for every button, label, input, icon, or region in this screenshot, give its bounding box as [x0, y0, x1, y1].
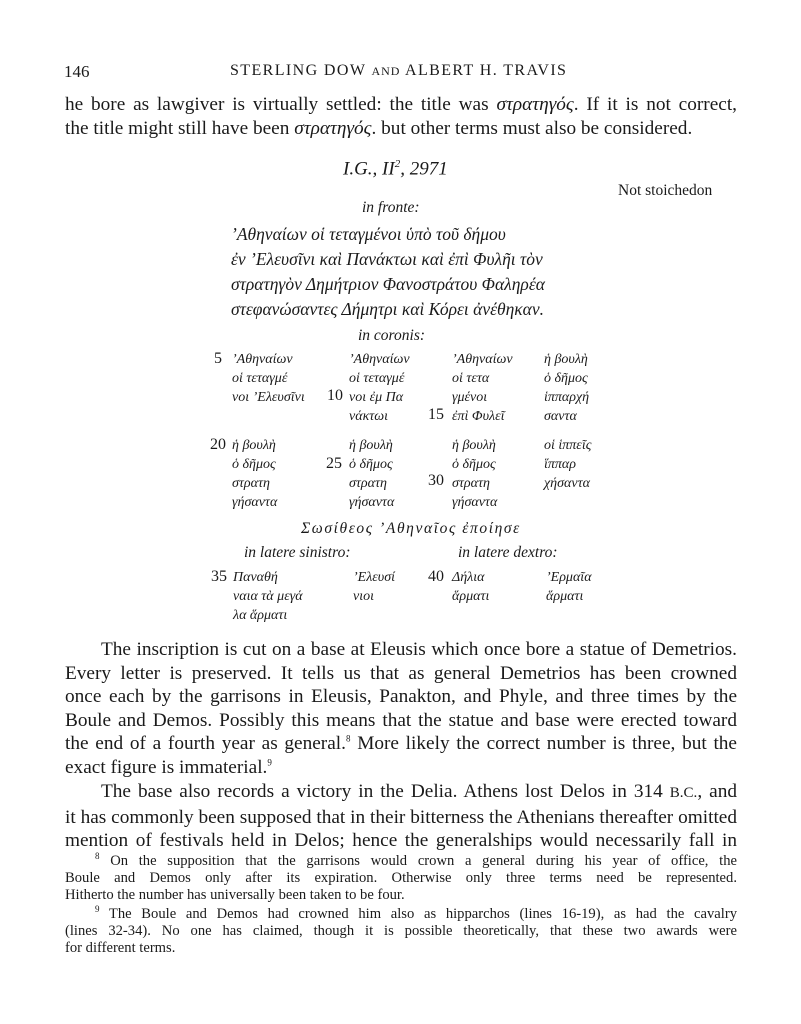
corona-text: ’Αθηναίων οἱ τεταγμέ νοι ’Ελευσῖνι [232, 352, 305, 405]
line-number: 30 [428, 472, 444, 489]
fronte-line: στεφανώσαντες Δήμητρι καὶ Κόρει ἀνέθηκαν. [231, 299, 544, 319]
line-number: 40 [428, 568, 444, 585]
in-fronte-label: in fronte: [362, 199, 420, 216]
in-latere-dextro-label: in latere dextro: [458, 544, 558, 561]
running-head [230, 62, 567, 80]
footnote-8: $^8$ On the supposition that the garrisons would crown a general during his year of office, the Boule and Demos only after its expiration. Otherwise only three terms need be represented. Hitherto the number has universally been taken to be four. [65, 851, 737, 904]
intro-line-1: he bore as lawgiver is virtually settled: the title was στρατηγός. If it is not correct, [65, 94, 737, 115]
corona-text: Παναθή ναια τὰ μεγά λα ἅρματι [233, 570, 303, 623]
corona-text: ἡ βουλὴ ὁ δῆμος στρατη γήσαντα [349, 438, 395, 510]
inscription-title: I.G., $II^2$, 2971 [343, 158, 448, 180]
line-number: 35 [211, 568, 227, 585]
intro-text [65, 93, 737, 140]
line-number: 15 [428, 406, 444, 423]
in-coronis-label: in coronis: [358, 327, 426, 344]
corona-text: Δήλια ἅρματι [452, 570, 490, 604]
page-number: 146 [64, 62, 90, 81]
author-2: ALBERT H. TRAVIS [405, 62, 568, 79]
corona-text: ἡ βουλὴ ὁ δῆμος στρατη γήσαντα [452, 438, 498, 510]
corona-text: ’Αθηναίων οἱ τετα γμένοι ἐπὶ Φυλεῖ [452, 352, 513, 424]
corona-text: ’Ερμαῖα ἅρματι [546, 570, 592, 604]
sculptor-signature: Σωσίθεος ’Αθηναῖος ἐποίησε [301, 520, 521, 537]
footnote-number: 9 [95, 904, 100, 915]
intro-line-2: the title might still have been στρατηγός. but other terms must also be considered. [65, 117, 693, 139]
corona-text: οἱ ἱππεῖς ἵππαρ χήσαντα [544, 438, 592, 491]
footnote-ref: 9 [267, 757, 272, 768]
fronte-line: στρατηγὸν Δημήτριον Φανοστράτου Φαληρέα [231, 274, 545, 294]
line-number: 10 [327, 387, 343, 404]
corona-text: ἡ βουλὴ ὁ δῆμος ἱππαρχή σαντα [544, 352, 590, 424]
footnote-ref: 8 [345, 733, 351, 744]
line-number: 25 [326, 455, 342, 472]
running-head-and: AND [371, 64, 401, 78]
fronte-line: ’Αθηναίων οἱ τεταγμένοι ὑπὸ τοῦ δήμου [231, 224, 506, 244]
fronte-line: ἐν ’Ελευσῖνι καὶ Πανάκτωι καὶ ἐπὶ Φυλῆι τὸν [231, 249, 543, 269]
line-number: 5 [214, 350, 222, 367]
footnote-number: 8 [95, 851, 100, 862]
fronte-text [231, 222, 545, 322]
corona-text: ’Αθηναίων οἱ τεταγμέ νοι ἐμ Πα νάκτωι [349, 352, 410, 424]
paragraph-1: The inscription is cut on a base at Eleusis which once bore a statue of Demetrios. Every letter is preserved. It tells us that as general Demetrios has been crowned once each by the garrisons in Eleusis, Panakton, and Phyle, and three times by the Boule and Demos. Possibly this means that the statue and base were erected toward the end of a fourth year as general.$^8$ More likely the correct number is three, but the exact figure is immaterial.$^9$ [65, 639, 737, 778]
corona-text: ’Ελευσί νιοι [353, 570, 396, 604]
in-latere-sinistro-label: in latere sinistro: [244, 544, 351, 561]
footnote-9: $^9$ The Boule and Demos had crowned him also as hipparchos (lines 16-19), as had the cavalry (lines 32-34). No one has claimed, though it is possible theoretically, that these two awards were for different terms. [65, 904, 737, 957]
not-stoichedon-note: Not stoichedon [618, 182, 713, 199]
line-number: 20 [210, 436, 226, 453]
corona-text: ἡ βουλὴ ὁ δῆμος στρατη γήσαντα [232, 438, 278, 510]
author-1: STERLING DOW [230, 62, 367, 79]
paragraph-2: The base also records a victory in the Delia. Athens lost Delos in 314 B.C., and it has commonly been supposed that in their bitterness the Athenians thereafter omitted mention of festivals held in Delos; hence the generalships would necessarily fall in [65, 781, 737, 851]
